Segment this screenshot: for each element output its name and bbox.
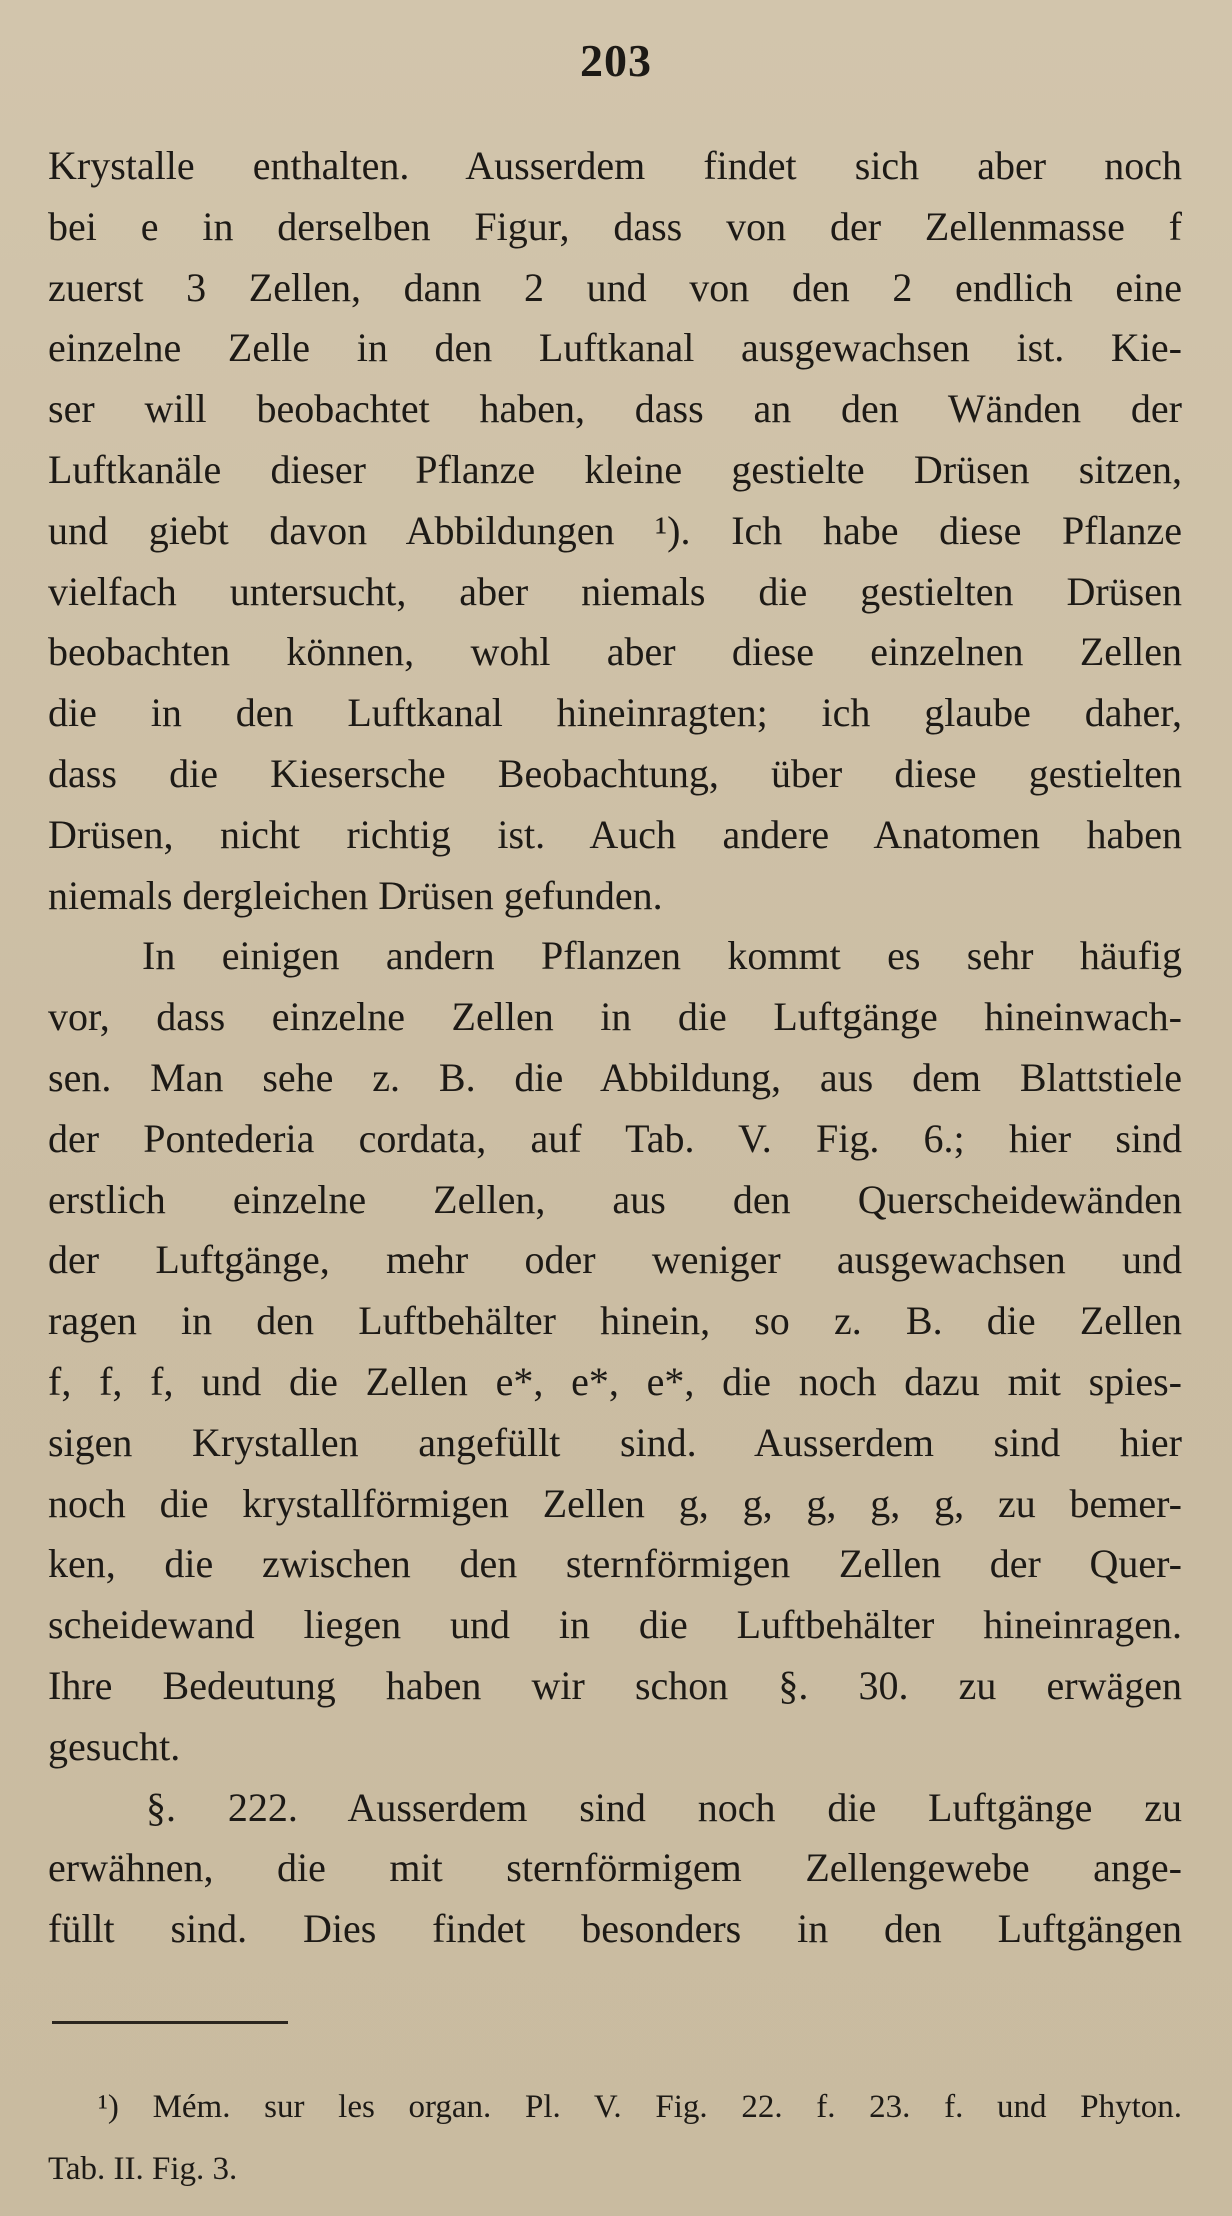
text-line: ken, die zwischen den sternförmigen Zellen der Quer- <box>48 1541 1182 1587</box>
footnote-line: ¹) Mém. sur les organ. Pl. V. Fig. 22. f. 23. f. und Phyton. <box>98 2089 1182 2125</box>
text-line: erwähnen, die mit sternförmigem Zellengewebe ange- <box>48 1845 1182 1891</box>
text-line: Drüsen, nicht richtig ist. Auch andere Anatomen haben <box>48 811 1182 857</box>
text-line: bei e in derselben Figur, dass von der Zellenmasse f <box>48 203 1182 249</box>
text-line: Krystalle enthalten. Ausserdem findet sich aber noch <box>48 143 1182 188</box>
text-line: sigen Krystallen angefüllt sind. Ausserdem sind hier <box>48 1419 1182 1465</box>
text-line: die in den Luftkanal hineinragten; ich glaube daher, <box>48 690 1182 736</box>
text-line: vor, dass einzelne Zellen in die Luftgänge hineinwach- <box>48 994 1182 1040</box>
text-line: ragen in den Luftbehälter hinein, so z. B. die Zellen <box>48 1298 1182 1344</box>
text-line: gesucht. <box>48 1723 181 1769</box>
text-line: einzelne Zelle in den Luftkanal ausgewachsen ist. Kie- <box>48 325 1182 371</box>
body-text <box>48 136 1182 1960</box>
section-heading-line: §. 222. Ausserdem sind noch die Luftgänge zu <box>146 1784 1182 1830</box>
text-line: In einigen andern Pflanzen kommt es sehr häufig <box>142 933 1182 979</box>
footnote-divider <box>52 2021 288 2024</box>
footnote-line: Tab. II. Fig. 3. <box>48 2151 238 2187</box>
text-line: beobachten können, wohl aber diese einzelnen Zellen <box>48 629 1182 675</box>
text-line: der Pontederia cordata, auf Tab. V. Fig. 6.; hier sind <box>48 1115 1182 1161</box>
text-line: und giebt davon Abbildungen ¹). Ich habe diese Pflanze <box>48 507 1182 553</box>
text-line: ser will beobachtet haben, dass an den Wänden der <box>48 386 1182 432</box>
text-line: Luftkanäle dieser Pflanze kleine gestielte Drüsen sitzen, <box>48 446 1182 492</box>
text-line: zuerst 3 Zellen, dann 2 und von den 2 endlich eine <box>48 264 1182 310</box>
text-line: der Luftgänge, mehr oder weniger ausgewachsen und <box>48 1237 1182 1283</box>
text-line: Ihre Bedeutung haben wir schon §. 30. zu erwägen <box>48 1662 1182 1708</box>
text-line: dass die Kiesersche Beobachtung, über diese gestielten <box>48 750 1182 796</box>
text-line: noch die krystallförmigen Zellen g, g, g, g, g, zu bemer- <box>48 1480 1182 1526</box>
text-line: f, f, f, und die Zellen e*, e*, e*, die noch dazu mit spies- <box>48 1358 1182 1404</box>
footnotes <box>48 2076 1182 2200</box>
text-line: vielfach untersucht, aber niemals die gestielten Drüsen <box>48 568 1182 614</box>
text-line: sen. Man sehe z. B. die Abbildung, aus dem Blattstiele <box>48 1054 1182 1100</box>
page-number: 203 <box>580 35 652 86</box>
text-line: niemals dergleichen Drüsen gefunden. <box>48 872 663 918</box>
text-line: scheidewand liegen und in die Luftbehälter hineinragen. <box>48 1602 1182 1648</box>
text-line: füllt sind. Dies findet besonders in den Luftgängen <box>48 1906 1182 1952</box>
text-line: erstlich einzelne Zellen, aus den Querscheidewänden <box>48 1176 1182 1222</box>
